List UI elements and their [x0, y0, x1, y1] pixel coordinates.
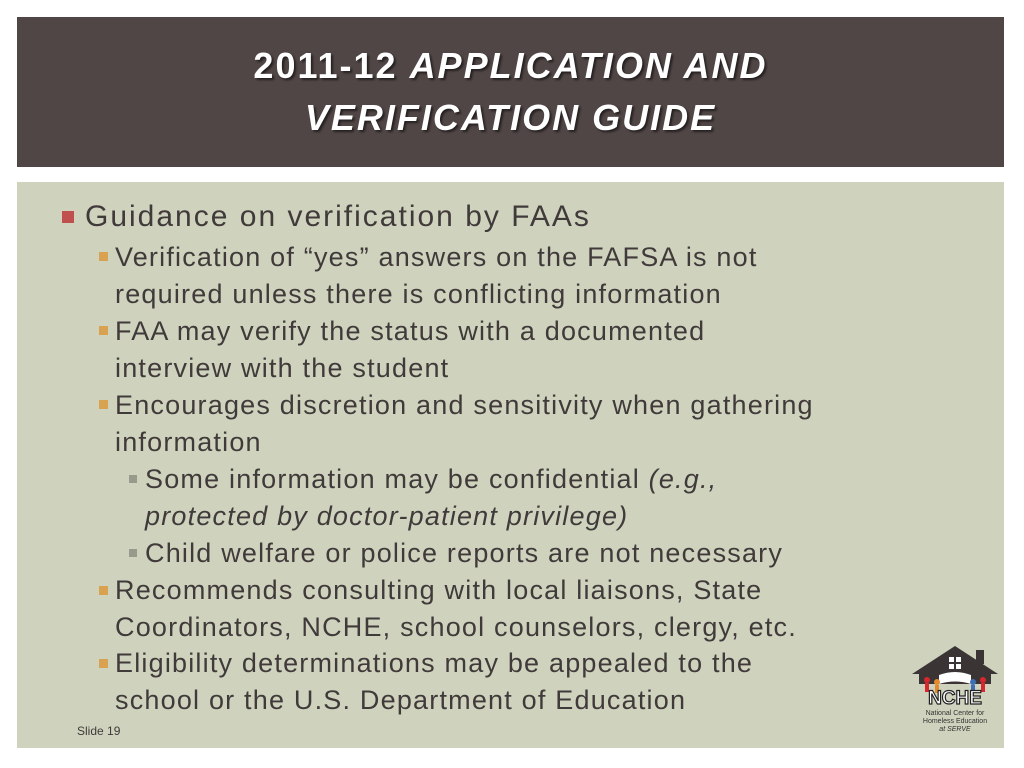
bullet-marker-l2	[99, 586, 108, 595]
bullet-faa-verify-line2: interview with the student	[115, 353, 450, 383]
bullet-marker-l3	[129, 475, 137, 483]
bullet-confidential-line1: Some information may be confidential (e.g.,	[145, 464, 718, 494]
nche-logo	[909, 644, 1001, 742]
house-logo-icon	[909, 644, 1001, 706]
logo-line-1: National Center for	[925, 710, 985, 717]
bullet-marker-l2	[99, 252, 108, 261]
bullet-eligibility-line2: school or the U.S. Department of Education	[115, 685, 687, 715]
logo-acronym: NCHE	[928, 688, 982, 706]
bullet-marker-l3	[129, 549, 137, 557]
bullet-marker-l1	[62, 211, 74, 223]
bullet-consulting-line2: Coordinators, NCHE, school counselors, clergy, etc.	[115, 612, 797, 642]
bullet-discretion-line2: information	[115, 427, 262, 457]
title-line-2: VERIFICATION GUIDE	[304, 97, 717, 138]
title-bar	[17, 17, 1004, 167]
bullet-discretion-line1: Encourages discretion and sensitivity when gathering	[115, 390, 814, 420]
bullet-marker-l2	[99, 659, 108, 668]
bullet-eligibility-line1: Eligibility determinations may be appealed to the	[115, 648, 754, 678]
bullet-guidance: Guidance on verification by FAAs	[85, 200, 591, 233]
content-area	[17, 182, 1004, 748]
bullet-marker-l2	[99, 326, 108, 335]
logo-line-3: at SERVE	[939, 726, 971, 733]
bullet-marker-l2	[99, 400, 108, 409]
bullet-faa-verify-line1: FAA may verify the status with a documented	[115, 316, 706, 346]
bullet-verification-yes-line1: Verification of “yes” answers on the FAFSA is not	[115, 242, 758, 272]
logo-line-2: Homeless Education	[922, 718, 988, 725]
bullet-child-welfare: Child welfare or police reports are not necessary	[145, 538, 784, 568]
bullet-verification-yes-line2: required unless there is conflicting information	[115, 279, 722, 309]
bullet-confidential-line2: protected by doctor-patient privilege)	[145, 501, 629, 531]
bullet-consulting-line1: Recommends consulting with local liaisons, State	[115, 575, 763, 605]
slide-number: Slide 19	[77, 724, 121, 738]
title-line-1: 2011-12 APPLICATION AND	[253, 45, 768, 86]
